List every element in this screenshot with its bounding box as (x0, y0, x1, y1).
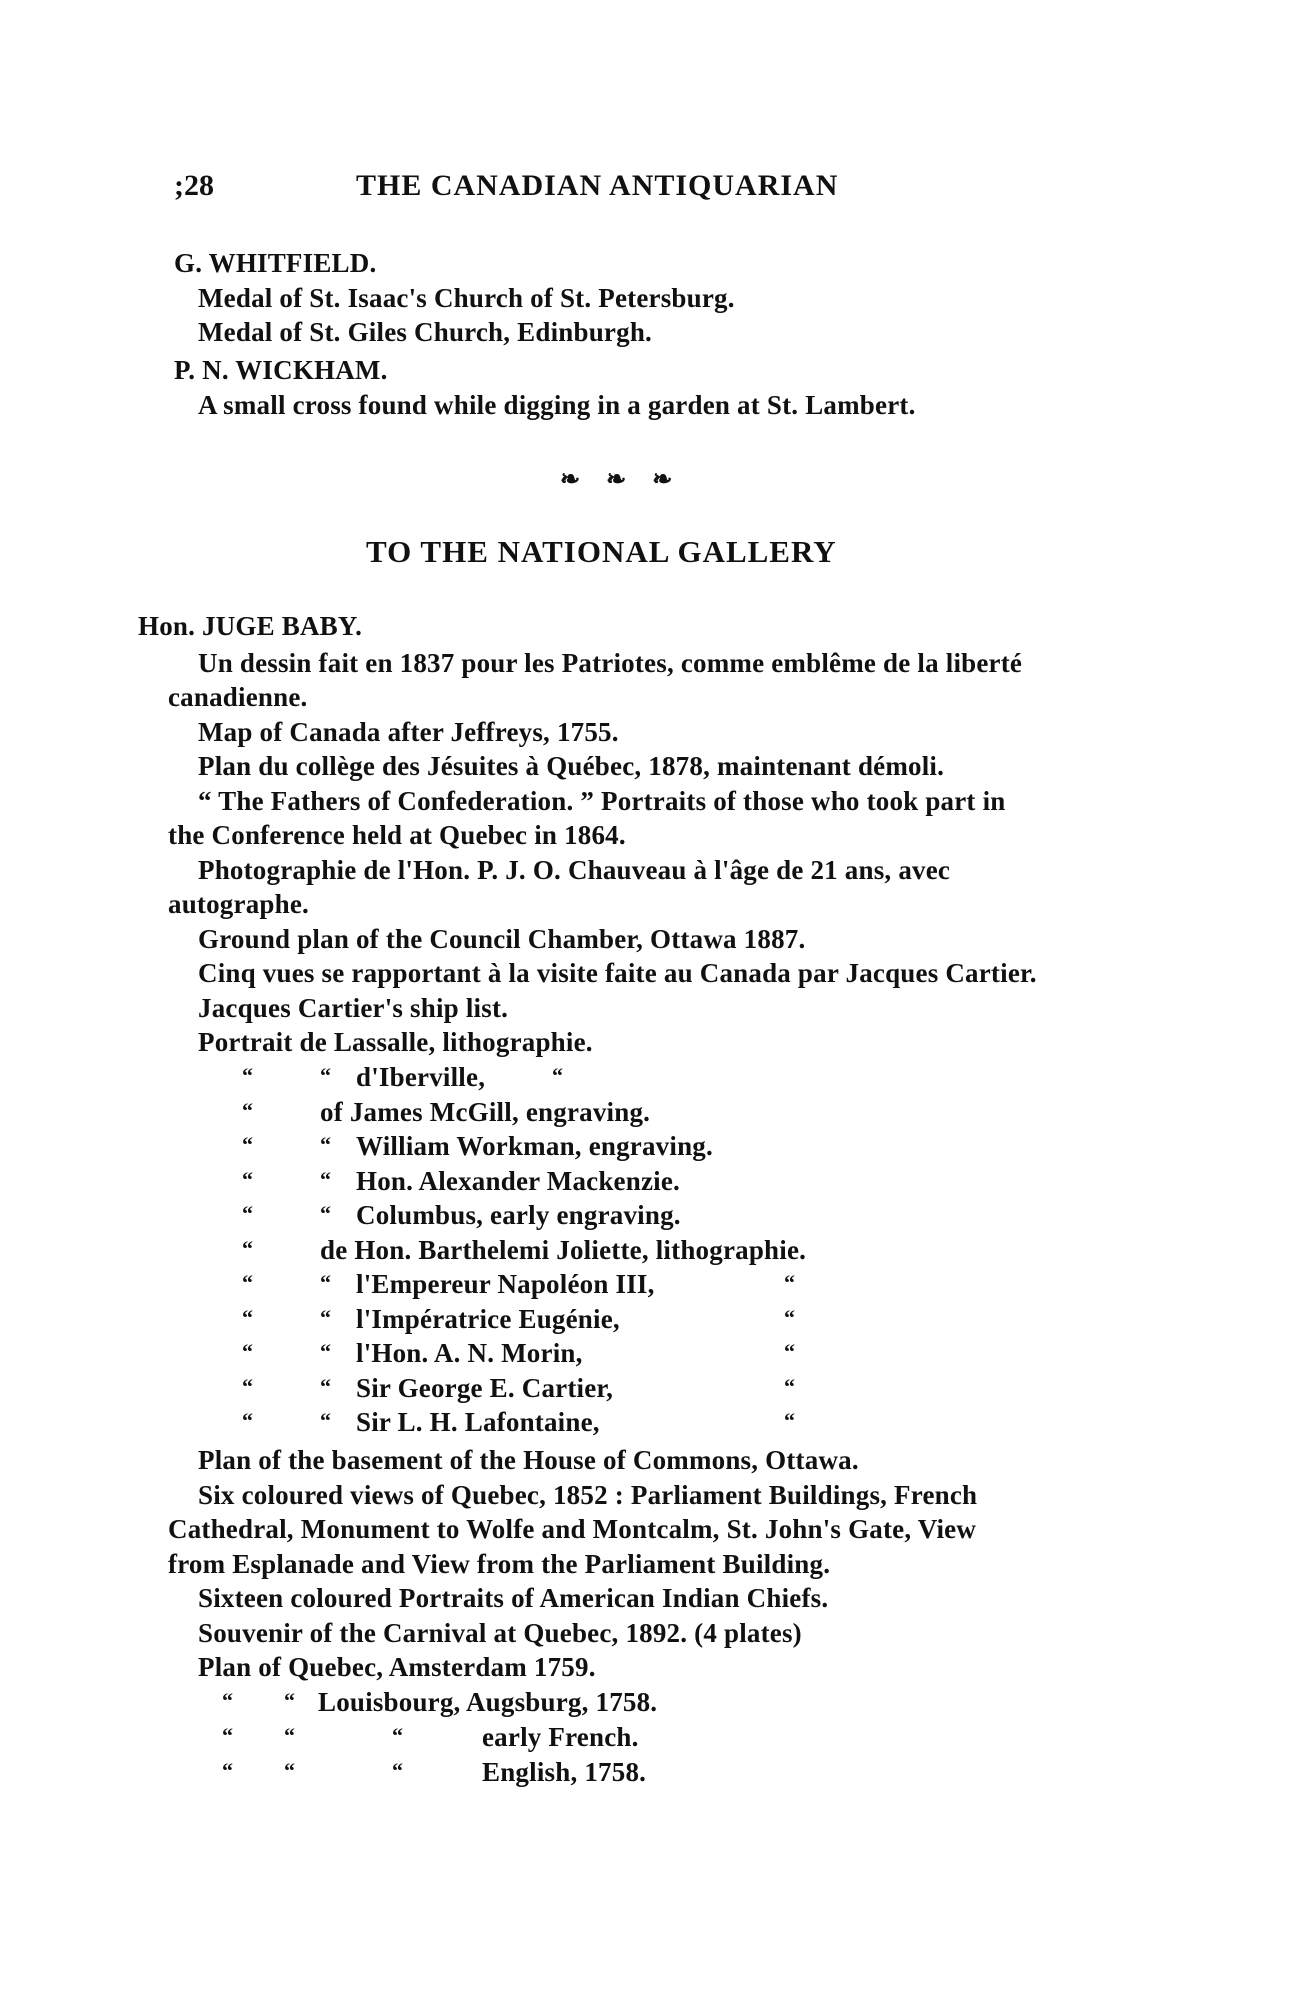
ditto-mark: “ (320, 1305, 331, 1330)
ditto-mark: “ (242, 1098, 253, 1123)
section-heading: TO THE NATIONAL GALLERY (366, 534, 837, 569)
donation-item: of James McGill, engraving. (320, 1097, 651, 1127)
ditto-mark: “ (242, 1374, 253, 1399)
donation-item: d'Iberville, (356, 1062, 486, 1092)
ditto-mark: “ (222, 1758, 233, 1783)
donation-item: English, 1758. (482, 1757, 647, 1787)
donation-item: “ The Fathers of Confederation. ” Portraits of those who took part in (198, 786, 1006, 816)
ditto-mark: “ (242, 1305, 253, 1330)
ditto-mark: “ (392, 1723, 403, 1748)
donation-item: de Hon. Barthelemi Joliette, lithographie. (320, 1235, 807, 1265)
donation-item: Sir L. H. Lafontaine, (356, 1407, 600, 1437)
donation-item: early French. (482, 1722, 639, 1752)
donation-item: Six coloured views of Quebec, 1852 : Parliament Buildings, French (198, 1480, 978, 1510)
donation-item: Medal of St. Isaac's Church of St. Petersburg. (198, 283, 735, 313)
ditto-mark: “ (284, 1758, 295, 1783)
ditto-mark: “ (242, 1408, 253, 1433)
donation-item: Jacques Cartier's ship list. (198, 993, 509, 1023)
ditto-mark: “ (242, 1339, 253, 1364)
donor-name: Hon. JUGE BABY. (138, 611, 363, 641)
ditto-mark: “ (320, 1339, 331, 1364)
donation-item-continued: from Esplanade and View from the Parliament Building. (168, 1549, 831, 1579)
ditto-mark: “ (242, 1201, 253, 1226)
donation-item: Medal of St. Giles Church, Edinburgh. (198, 317, 652, 347)
donation-item: Cinq vues se rapportant à la visite faite au Canada par Jacques Cartier. (198, 958, 1037, 988)
donation-item: l'Hon. A. N. Morin, (356, 1338, 583, 1368)
donation-item: Souvenir of the Carnival at Quebec, 1892. (4 plates) (198, 1618, 802, 1648)
ditto-mark: “ (392, 1758, 403, 1783)
ditto-mark: “ (320, 1270, 331, 1295)
ditto-mark: “ (242, 1236, 253, 1261)
donation-item: Louisbourg, Augsburg, 1758. (318, 1687, 658, 1717)
ditto-mark: “ (552, 1063, 563, 1088)
ditto-mark: “ (222, 1688, 233, 1713)
ditto-mark: “ (242, 1132, 253, 1157)
donation-item: A small cross found while digging in a garden at St. Lambert. (198, 390, 916, 420)
donation-item: Plan of the basement of the House of Commons, Ottawa. (198, 1445, 859, 1475)
donation-item: l'Empereur Napoléon III, (356, 1269, 655, 1299)
donation-item-continued: autographe. (168, 889, 309, 919)
donor-name: P. N. WICKHAM. (174, 355, 388, 385)
donor-name: G. WHITFIELD. (174, 248, 377, 278)
ditto-mark: “ (242, 1270, 253, 1295)
ditto-mark: “ (320, 1167, 331, 1192)
ditto-mark: “ (784, 1339, 795, 1364)
ditto-mark: “ (284, 1723, 295, 1748)
donation-item: Ground plan of the Council Chamber, Ottawa 1887. (198, 924, 806, 954)
ditto-mark: “ (320, 1408, 331, 1433)
section-ornament: ❧ ❧ ❧ (560, 467, 683, 493)
ditto-mark: “ (242, 1063, 253, 1088)
ditto-mark: “ (320, 1201, 331, 1226)
donation-item: Map of Canada after Jeffreys, 1755. (198, 717, 619, 747)
donation-item-continued: the Conference held at Quebec in 1864. (168, 820, 626, 850)
ditto-mark: “ (784, 1374, 795, 1399)
donation-item: Un dessin fait en 1837 pour les Patriotes, comme emblême de la liberté (198, 648, 1023, 678)
donation-item-continued: Cathedral, Monument to Wolfe and Montcalm, St. John's Gate, View (168, 1514, 977, 1544)
ditto-mark: “ (784, 1305, 795, 1330)
donation-item: Sir George E. Cartier, (356, 1373, 614, 1403)
page-number: ;28 (174, 169, 214, 202)
ditto-mark: “ (784, 1408, 795, 1433)
donation-item: Plan of Quebec, Amsterdam 1759. (198, 1652, 596, 1682)
donation-item: William Workman, engraving. (356, 1131, 713, 1161)
donation-item: Columbus, early engraving. (356, 1200, 681, 1230)
ditto-mark: “ (242, 1167, 253, 1192)
ditto-mark: “ (222, 1723, 233, 1748)
donation-item-continued: canadienne. (168, 682, 308, 712)
running-title: THE CANADIAN ANTIQUARIAN (356, 169, 839, 202)
donation-item: Photographie de l'Hon. P. J. O. Chauveau à l'âge de 21 ans, avec (198, 855, 951, 885)
ditto-mark: “ (320, 1063, 331, 1088)
ditto-mark: “ (784, 1270, 795, 1295)
ditto-mark: “ (320, 1374, 331, 1399)
donation-item: Portrait de Lassalle, lithographie. (198, 1027, 593, 1057)
ditto-mark: “ (284, 1688, 295, 1713)
donation-item: Plan du collège des Jésuites à Québec, 1878, maintenant démoli. (198, 751, 945, 781)
donation-item: l'Impératrice Eugénie, (356, 1304, 620, 1334)
donation-item: Sixteen coloured Portraits of American Indian Chiefs. (198, 1583, 829, 1613)
ditto-mark: “ (320, 1132, 331, 1157)
donation-item: Hon. Alexander Mackenzie. (356, 1166, 680, 1196)
